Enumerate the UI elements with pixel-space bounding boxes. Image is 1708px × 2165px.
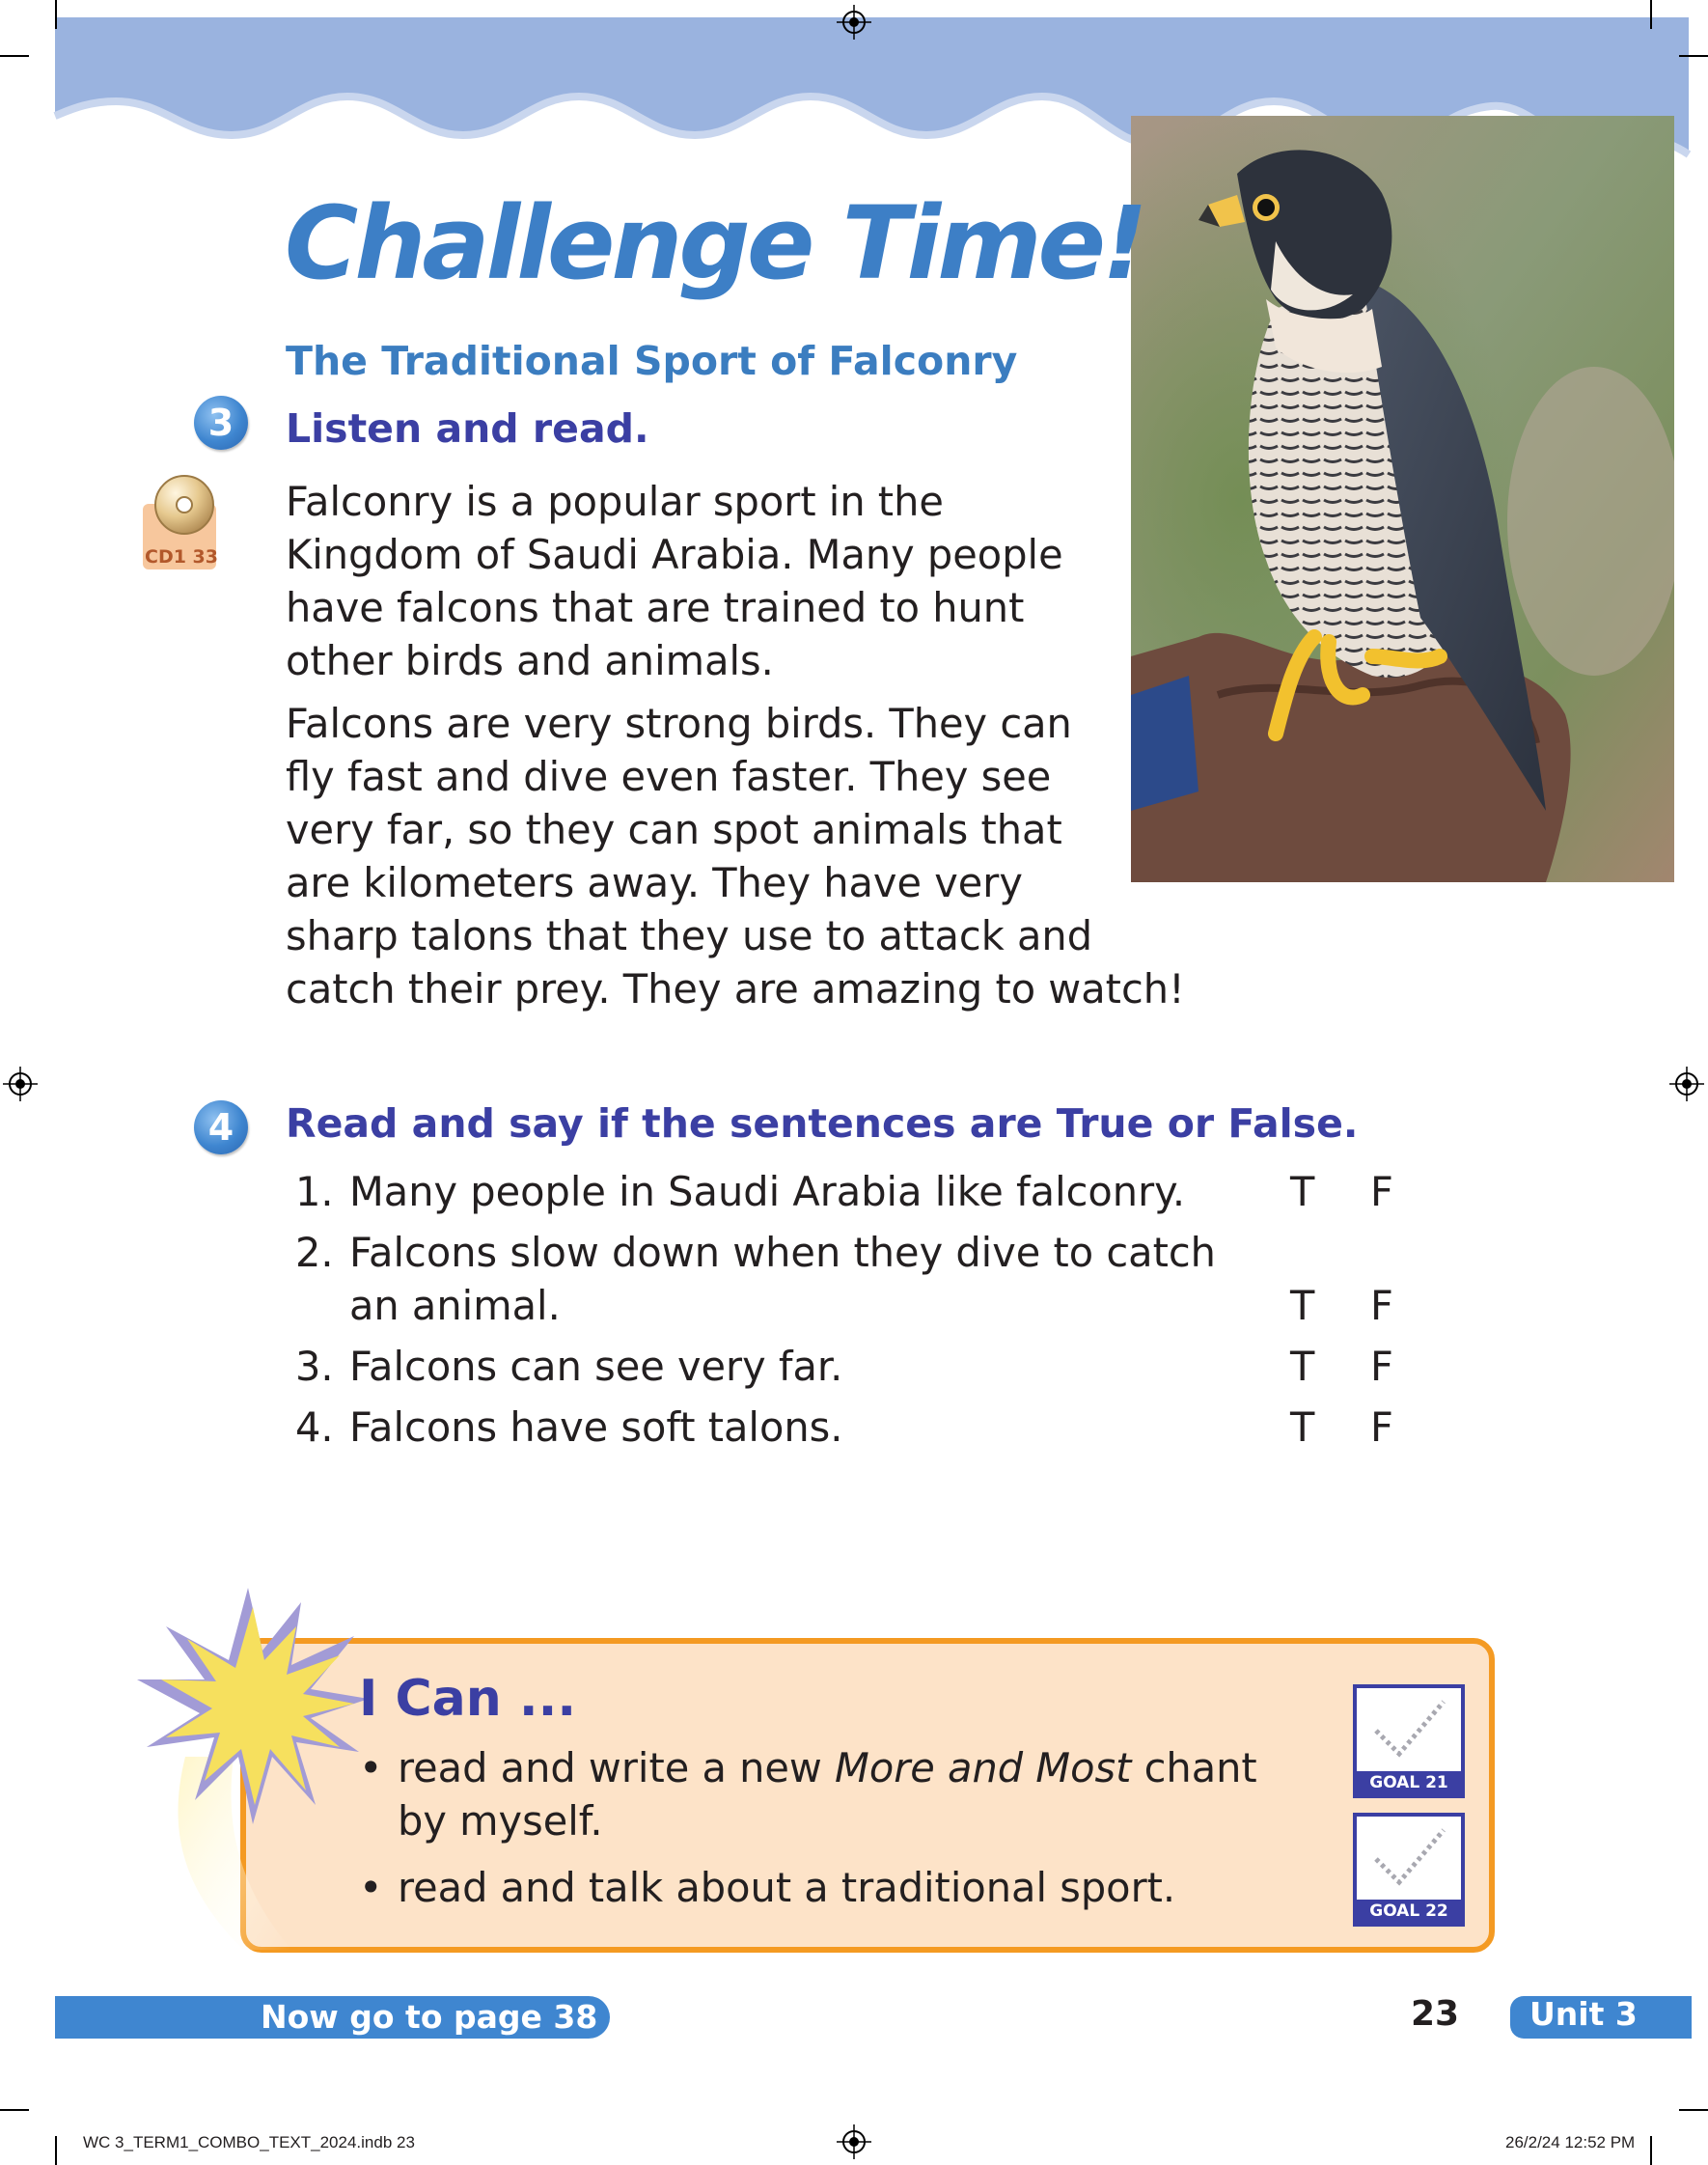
falcon-photo	[1131, 116, 1674, 882]
paragraph-line: other birds and animals.	[286, 637, 774, 684]
page-title: Challenge Time!	[285, 184, 1144, 302]
crop-mark	[1679, 55, 1708, 57]
false-option[interactable]: F	[1370, 1403, 1393, 1451]
question-number: 3.	[295, 1343, 334, 1390]
false-option[interactable]: F	[1370, 1282, 1393, 1329]
question-text: an animal.	[349, 1282, 561, 1329]
true-option[interactable]: T	[1290, 1168, 1315, 1215]
crop-mark	[1650, 0, 1652, 29]
question-number: 1.	[295, 1168, 334, 1215]
paragraph-line: sharp talons that they use to attack and	[286, 912, 1093, 959]
exercise-number-badge: 3	[194, 396, 248, 450]
crop-mark	[1650, 2136, 1652, 2165]
goal-text: by myself.	[398, 1797, 603, 1845]
section-subtitle: The Traditional Sport of Falconry	[286, 338, 1018, 384]
print-slug-file: WC 3_TERM1_COMBO_TEXT_2024.indb 23	[83, 2133, 415, 2151]
false-option[interactable]: F	[1370, 1343, 1393, 1390]
question-number: 4.	[295, 1403, 334, 1451]
question-text: Falcons can see very far.	[349, 1343, 843, 1390]
question-number: 2.	[295, 1229, 334, 1276]
registration-mark-icon	[837, 5, 871, 40]
reading-paragraph-1	[286, 475, 1063, 687]
i-can-goal-1	[398, 1744, 1257, 1791]
paragraph-line: Falcons are very strong birds. They can	[286, 700, 1072, 747]
goal-text: read and write a new	[398, 1744, 836, 1791]
crop-mark	[1679, 2109, 1708, 2111]
i-can-goal-2: read and talk about a traditional sport.	[398, 1864, 1176, 1911]
question-text: Many people in Saudi Arabia like falconry.	[349, 1168, 1186, 1215]
bullet-dot: •	[359, 1864, 383, 1911]
paragraph-line: are kilometers away. They have very	[286, 859, 1023, 906]
unit-tab: Unit 3	[1510, 1996, 1692, 2039]
registration-mark-icon	[837, 2124, 871, 2159]
i-can-title: I Can ...	[359, 1670, 577, 1728]
goal-checkbox-22[interactable]	[1353, 1813, 1465, 1927]
reading-paragraph-2	[286, 697, 1185, 1015]
exercise-instruction: Read and say if the sentences are True or False.	[286, 1100, 1359, 1147]
paragraph-line: Falconry is a popular sport in the	[286, 478, 944, 525]
audio-track-label: CD1 33	[145, 546, 218, 568]
crop-mark	[55, 2136, 57, 2165]
false-option[interactable]: F	[1370, 1168, 1393, 1215]
paragraph-line: catch their prey. They are amazing to watch!	[286, 965, 1185, 1013]
goal-text: chant	[1131, 1744, 1257, 1791]
crop-mark	[0, 2109, 29, 2111]
audio-track-button[interactable]	[143, 473, 220, 579]
paragraph-line: have falcons that are trained to hunt	[286, 584, 1025, 631]
question-text: Falcons slow down when they dive to catch	[349, 1229, 1216, 1276]
crop-mark	[0, 55, 29, 57]
true-option[interactable]: T	[1290, 1343, 1315, 1390]
starburst-icon	[127, 1583, 378, 1950]
goal-label: GOAL 22	[1357, 1900, 1461, 1923]
exercise-instruction: Listen and read.	[286, 405, 649, 452]
checkmark-icon	[1368, 1694, 1449, 1762]
paragraph-line: fly fast and dive even faster. They see	[286, 753, 1052, 800]
cd-icon	[152, 473, 216, 537]
goal-checkbox-21[interactable]	[1353, 1684, 1465, 1798]
paragraph-line: very far, so they can spot animals that	[286, 806, 1062, 853]
exercise-number-badge: 4	[194, 1100, 248, 1154]
registration-mark-icon	[1669, 1067, 1704, 1101]
true-option[interactable]: T	[1290, 1282, 1315, 1329]
crop-mark	[55, 0, 57, 29]
next-page-link[interactable]: Now go to page 38	[261, 1998, 598, 2036]
true-option[interactable]: T	[1290, 1403, 1315, 1451]
registration-mark-icon	[3, 1067, 38, 1101]
bullet-dot: •	[359, 1744, 383, 1791]
question-text: Falcons have soft talons.	[349, 1403, 843, 1451]
paragraph-line: Kingdom of Saudi Arabia. Many people	[286, 531, 1063, 578]
goal-text-italic: More and Most	[835, 1744, 1132, 1791]
page-number: 23	[1411, 1994, 1460, 2034]
checkmark-icon	[1368, 1822, 1449, 1890]
print-slug-date: 26/2/24 12:52 PM	[1505, 2133, 1636, 2151]
goal-label: GOAL 21	[1357, 1771, 1461, 1794]
